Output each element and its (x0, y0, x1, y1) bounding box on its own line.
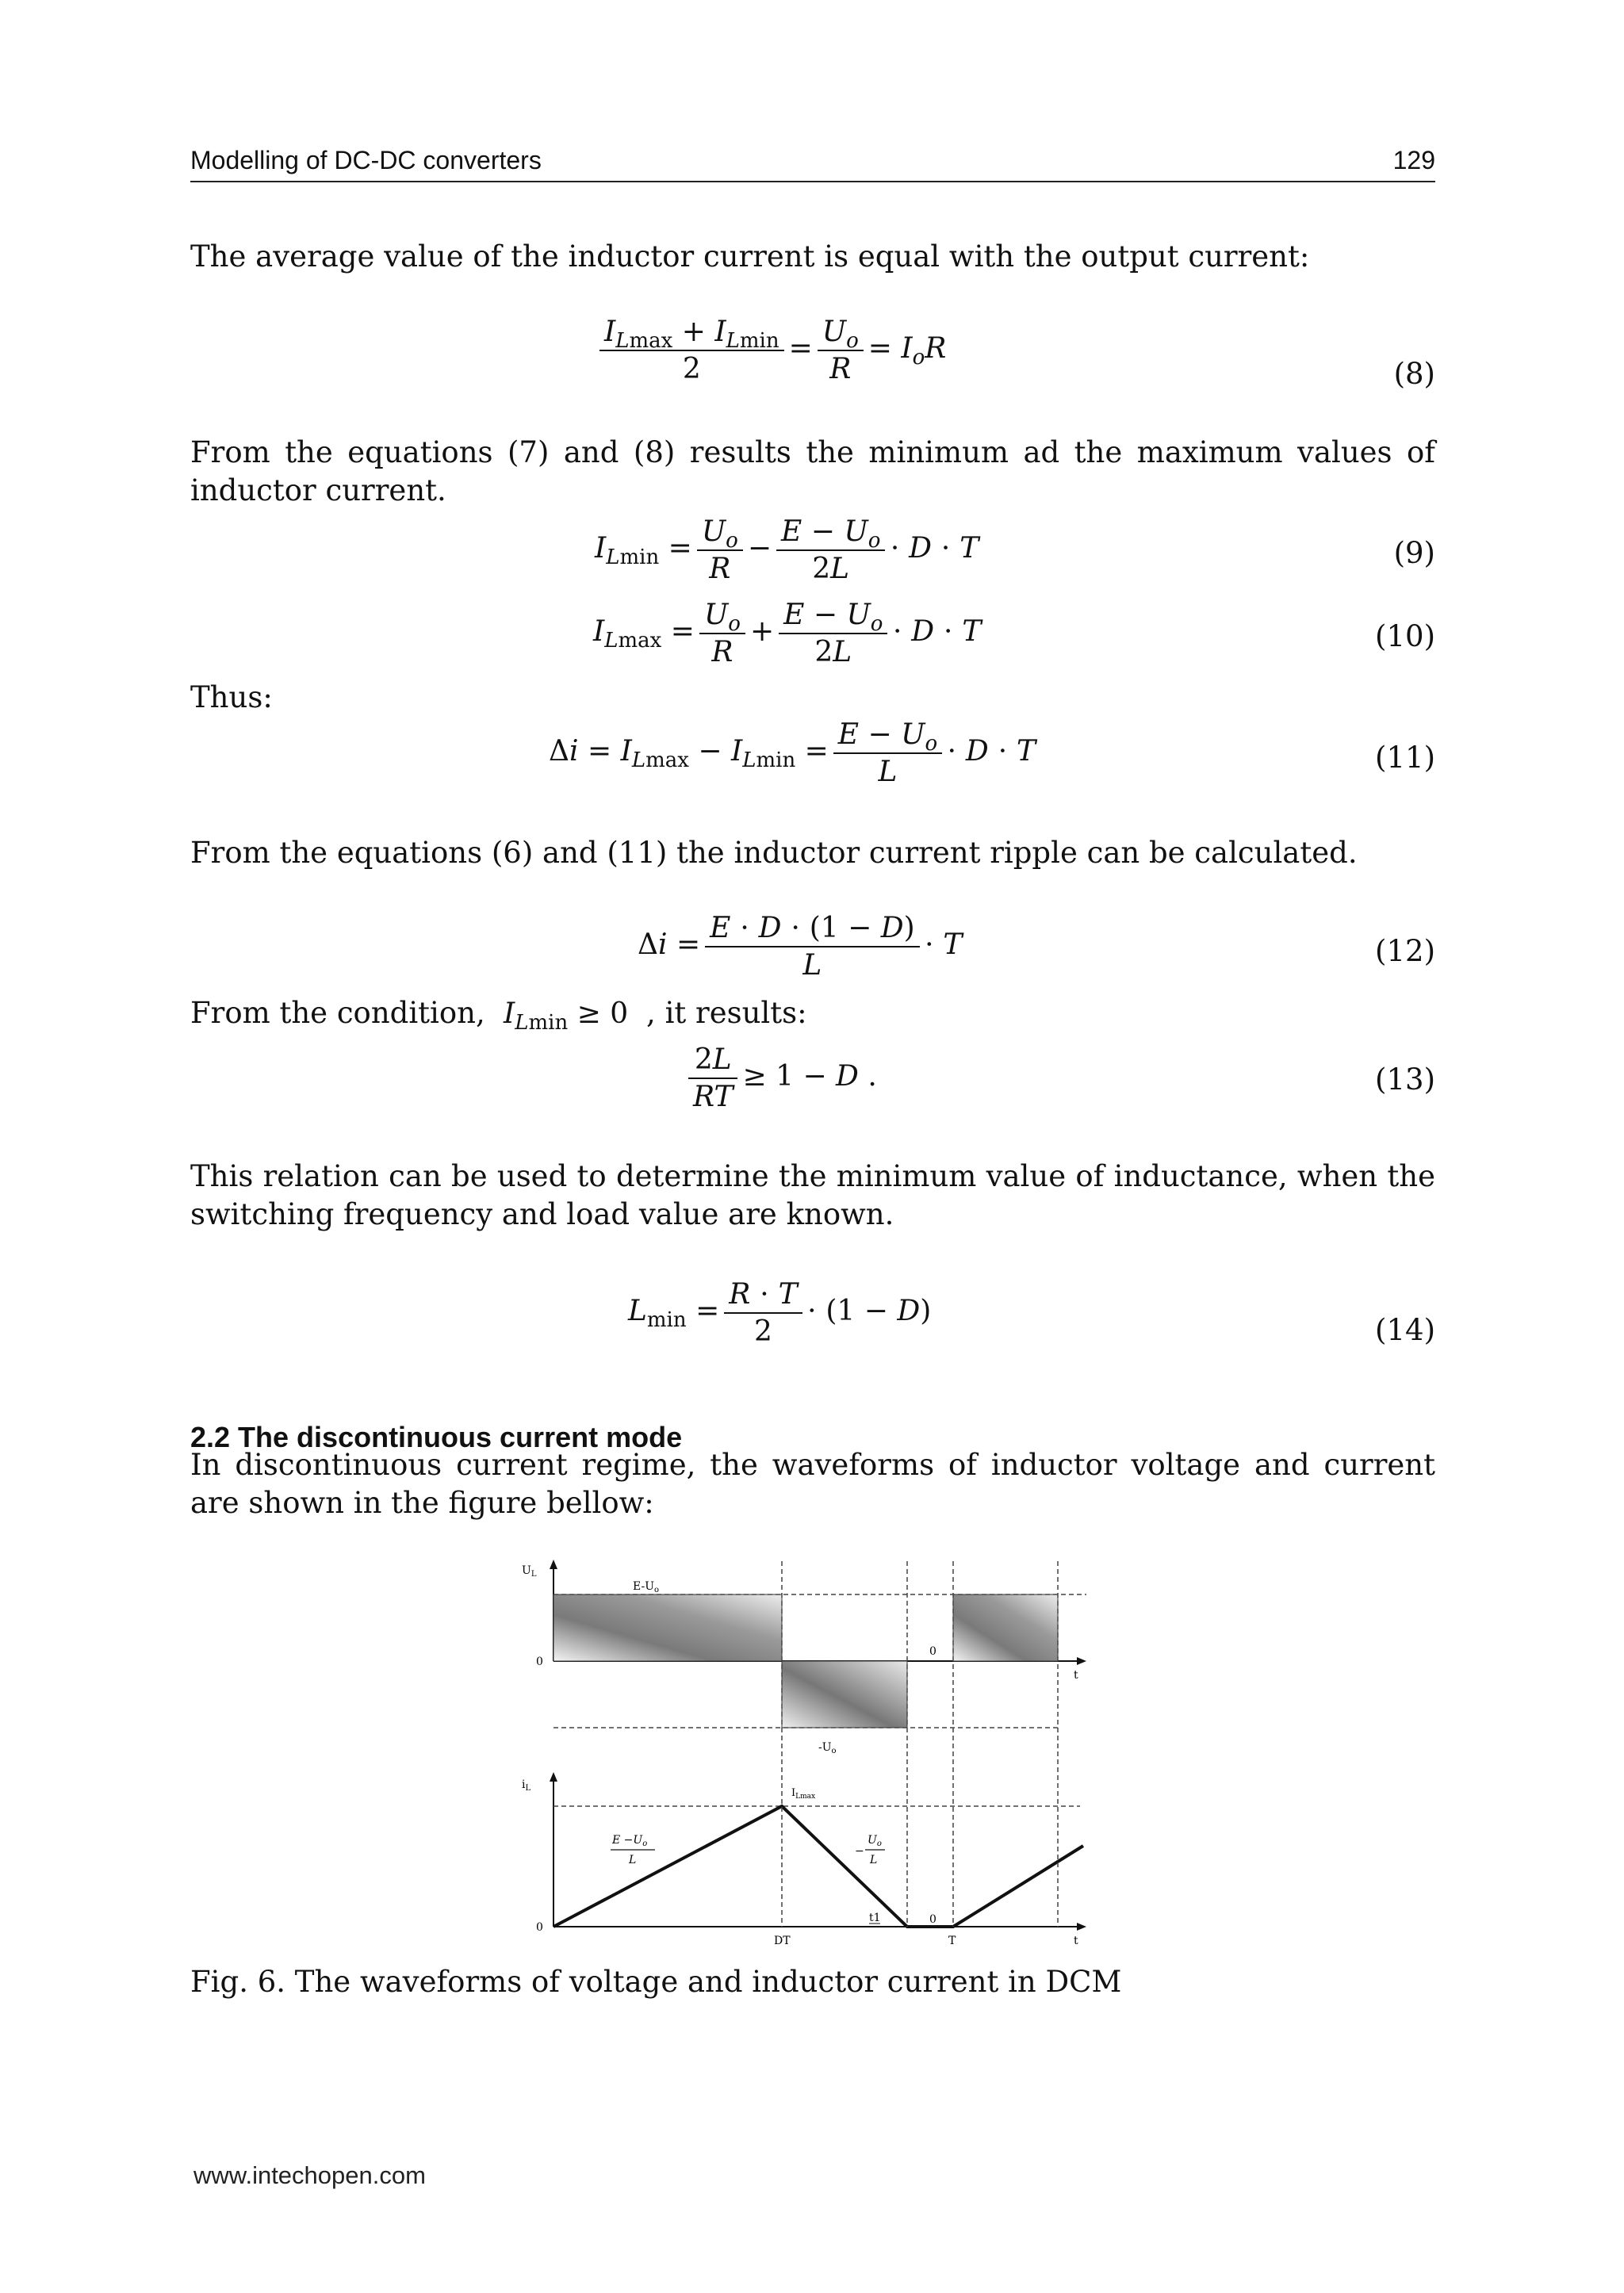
running-header (190, 143, 1435, 182)
voltage-plot (522, 1560, 1086, 1755)
inline-condition-math: $I_{Lmin} \ge 0$ (503, 997, 647, 1035)
condition-text-after: , it results: (646, 996, 807, 1030)
paragraph-thus: Thus: (190, 680, 273, 714)
label-zero-current-gap: 0 (929, 1913, 936, 1926)
label-zero-voltage-gap: 0 (929, 1645, 936, 1658)
inductor-current-waveform (553, 1806, 1083, 1927)
label-zero-current: 0 (536, 1921, 543, 1934)
pulse-minus-uo (782, 1661, 907, 1728)
label-minus-uo: $-U_o$ (818, 1741, 837, 1755)
ul-axis-arrow (550, 1560, 557, 1569)
page-number: 129 (1392, 146, 1435, 174)
label-ul: $U_L$ (522, 1564, 537, 1579)
equation-number-8: (8) (1393, 357, 1435, 391)
equation-number-9: (9) (1393, 536, 1435, 570)
equation-12: Δi = $\frac{E \cdot D \cdot (1 - D)}{L}$ ⋅ T (638, 912, 963, 982)
svg-text:E −Uo: $E -U_o$ (612, 1834, 648, 1848)
label-zero-voltage: 0 (536, 1656, 543, 1668)
paragraph-dcm-intro: In discontinuous current regime, the waveforms of inductor voltage and current are shown in the figure bellow: (190, 1448, 1435, 1520)
equation-14: $L_{min}$ = $\frac{R \cdot T}{2}$ ⋅ (1 − D) (628, 1278, 932, 1348)
current-plot (522, 1772, 1086, 1947)
label-t-current: t (1074, 1935, 1078, 1947)
footer-url: www.intechopen.com (193, 2161, 426, 2189)
figure-dcm-waveforms (515, 1550, 1102, 1958)
current-time-axis-arrow (1077, 1923, 1086, 1931)
label-e-uo: $E-U_o$ (633, 1580, 660, 1594)
equation-number-10: (10) (1375, 619, 1435, 653)
pulse-e-minus-uo-next (953, 1594, 1058, 1661)
voltage-time-axis-arrow (1077, 1657, 1086, 1665)
label-period-t: T (948, 1935, 956, 1947)
pulse-e-minus-uo (553, 1594, 782, 1661)
equation-10: $I_{Lmax}$ = $\frac{U_o}{R}$ + $\frac{E - U_o}{2L}$ ⋅ D ⋅ T (593, 599, 982, 668)
equation-number-14: (14) (1375, 1313, 1435, 1347)
equation-number-11: (11) (1375, 741, 1435, 775)
slope-up-label (611, 1834, 655, 1866)
label-t1: t1 (869, 1912, 881, 1924)
running-title: Modelling of DC-DC converters (190, 146, 542, 174)
svg-text:−: − (855, 1845, 864, 1858)
svg-text:Uo: $U_o$ (868, 1834, 882, 1848)
figure-caption: Fig. 6. The waveforms of voltage and inductor current in DCM (190, 1965, 1122, 1999)
equation-11: $\Delta i = I_{Lmax} - I_{Lmin}$ = $\frac{E - U_o}{L}$ ⋅ D ⋅ T (549, 718, 1036, 788)
equation-8: $\frac{I_{Lmax} + I_{Lmin}}{2}$ = $\frac{U_o}{R}$ = $I_oR$ (595, 316, 946, 385)
paragraph-average-current: The average value of the inductor current is equal with the output current: (190, 239, 1310, 274)
equation-9: $I_{Lmin}$ = $\frac{U_o}{R}$ − $\frac{E - U_o}{2L}$ ⋅ D ⋅ T (595, 515, 979, 585)
label-t-voltage: t (1074, 1669, 1078, 1682)
label-il: $i_L$ (522, 1778, 531, 1793)
svg-text:L: L (629, 1854, 637, 1866)
equation-number-13: (13) (1375, 1062, 1435, 1097)
label-ilmax: $I_{Lmax}$ (791, 1787, 816, 1801)
label-dt: DT (774, 1935, 791, 1947)
il-axis-arrow (550, 1772, 557, 1782)
equation-13: $\frac{2L}{RT}$ ≥ 1 − D . (684, 1043, 877, 1113)
paragraph-min-inductance: This relation can be used to determine the minimum value of inductance, when the switching frequency and load value are known. (190, 1159, 1435, 1231)
slope-down-label (855, 1834, 885, 1866)
section-heading: 2.2 The discontinuous current mode (190, 1421, 683, 1453)
paragraph-ripple: From the equations (6) and (11) the inductor current ripple can be calculated. (190, 836, 1358, 870)
paragraph-condition (190, 994, 1435, 1035)
svg-text:L: L (870, 1854, 878, 1866)
paragraph-min-max-values: From the equations (7) and (8) results the minimum ad the maximum values of inductor current. (190, 435, 1435, 507)
condition-text-before: From the condition, (190, 996, 485, 1030)
equation-number-12: (12) (1375, 934, 1435, 968)
